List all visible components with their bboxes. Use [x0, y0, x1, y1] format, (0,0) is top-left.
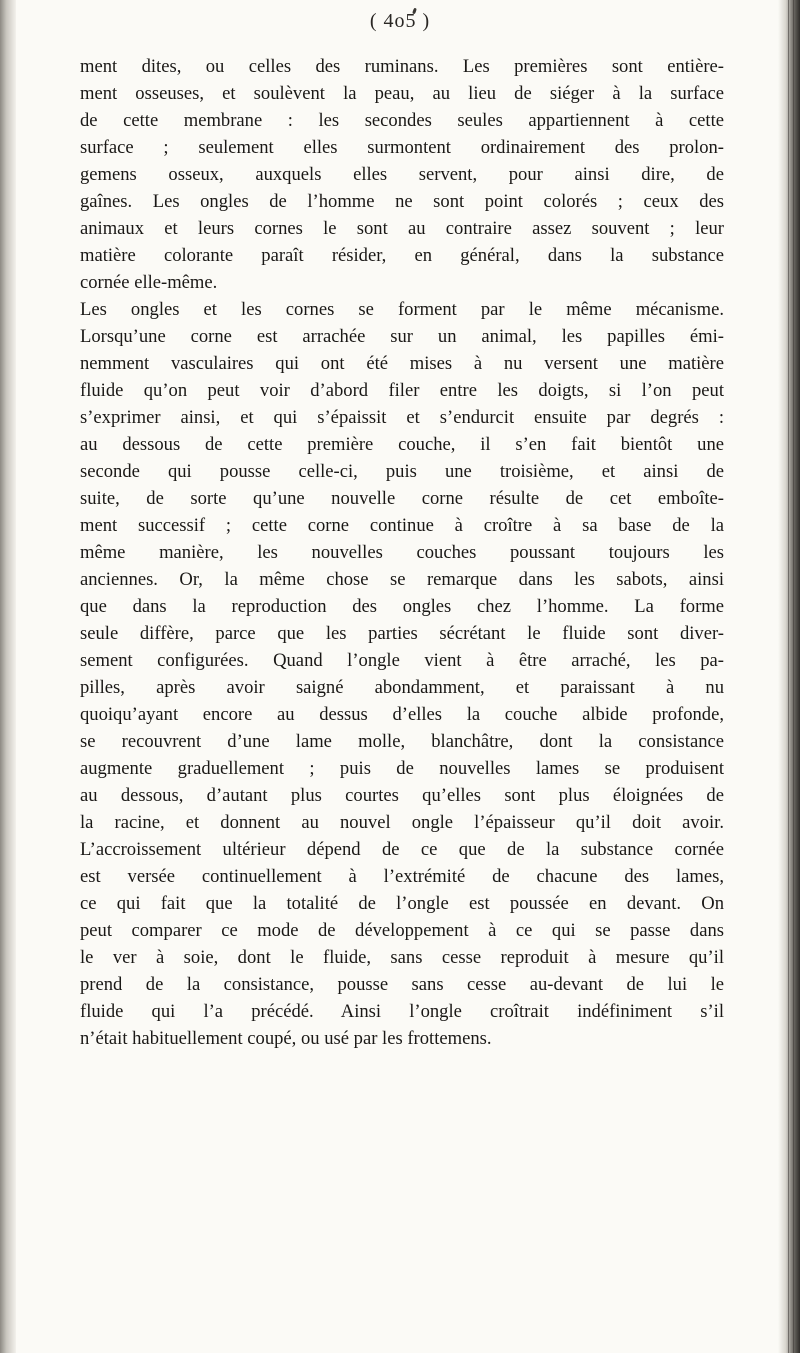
text-line: matière colorante paraît résider, en général, dans la substance	[80, 245, 724, 266]
paragraph-start-line: Les ongles et les cornes se forment par le même mécanisme.	[80, 299, 724, 320]
text-line: prend de la consistance, pousse sans cesse au-devant de lui le	[80, 974, 724, 995]
text-line: nemment vasculaires qui ont été mises à nu versent une matière	[80, 353, 724, 374]
page-edge-line	[793, 0, 794, 1353]
text-line: est versée continuellement à l’extrémité de chacune des lames,	[80, 866, 724, 887]
text-line: ment dites, ou celles des ruminans. Les premières sont entière-	[80, 56, 724, 77]
text-line: ment successif ; cette corne continue à croître à sa base de la	[80, 515, 724, 536]
text-line: même manière, les nouvelles couches poussant toujours les	[80, 542, 724, 563]
text-line: que dans la reproduction des ongles chez l’homme. La forme	[80, 596, 724, 617]
text-line: gaînes. Les ongles de l’homme ne sont point colorés ; ceux des	[80, 191, 724, 212]
paragraph-end-line: n’était habituellement coupé, ou usé par les frottemens.	[80, 1028, 492, 1049]
text-line: s’exprimer ainsi, et qui s’épaissit et s’endurcit ensuite par degrés :	[80, 407, 724, 428]
text-line: pilles, après avoir saigné abondamment, et paraissant à nu	[80, 677, 724, 698]
page-edge-line	[788, 0, 789, 1353]
text-line: seconde qui pousse celle-ci, puis une troisième, et ainsi de	[80, 461, 724, 482]
text-line: anciennes. Or, la même chose se remarque dans les sabots, ainsi	[80, 569, 724, 590]
page-number: ( 4o5 )	[369, 10, 431, 32]
text-line: Lorsqu’une corne est arrachée sur un animal, les papilles émi-	[80, 326, 724, 347]
text-line: suite, de sorte qu’une nouvelle corne résulte de cet emboîte-	[80, 488, 724, 509]
text-line: fluide qu’on peut voir d’abord filer entre les doigts, si l’on peut	[80, 380, 724, 401]
text-line: fluide qui l’a précédé. Ainsi l’ongle croîtrait indéfiniment s’il	[80, 1001, 724, 1022]
text-line: quoiqu’ayant encore au dessus d’elles la couche albide profonde,	[80, 704, 724, 725]
text-line: ment osseuses, et soulèvent la peau, au lieu de siéger à la surface	[80, 83, 724, 104]
text-line: se recouvrent d’une lame molle, blanchâtre, dont la consistance	[80, 731, 724, 752]
text-line: surface ; seulement elles surmontent ordinairement des prolon-	[80, 137, 724, 158]
text-line: le ver à soie, dont le fluide, sans cesse reproduit à mesure qu’il	[80, 947, 724, 968]
text-line: L’accroissement ultérieur dépend de ce que de la substance cornée	[80, 839, 724, 860]
text-line: sement configurées. Quand l’ongle vient à être arraché, les pa-	[80, 650, 724, 671]
text-line: gemens osseux, auxquels elles servent, pour ainsi dire, de	[80, 164, 724, 185]
text-line: augmente graduellement ; puis de nouvelles lames se produisent	[80, 758, 724, 779]
body-text	[80, 53, 724, 1052]
text-line: la racine, et donnent au nouvel ongle l’épaisseur qu’il doit avoir.	[80, 812, 724, 833]
text-line: au dessous de cette première couche, il s’en fait bientôt une	[80, 434, 724, 455]
text-line: seule diffère, parce que les parties sécrétant le fluide sont diver-	[80, 623, 724, 644]
paragraph-end-line: cornée elle-même.	[80, 272, 218, 293]
text-line: animaux et leurs cornes le sont au contraire assez souvent ; leur	[80, 218, 724, 239]
right-page-edge	[778, 0, 800, 1353]
text-line: au dessous, d’autant plus courtes qu’elles sont plus éloignées de	[80, 785, 724, 806]
text-line: ce qui fait que la totalité de l’ongle est poussée en devant. On	[80, 893, 724, 914]
left-gutter-shadow	[0, 0, 16, 1353]
text-line: peut comparer ce mode de développement à ce qui se passe dans	[80, 920, 724, 941]
text-line: de cette membrane : les secondes seules appartiennent à cette	[80, 110, 724, 131]
